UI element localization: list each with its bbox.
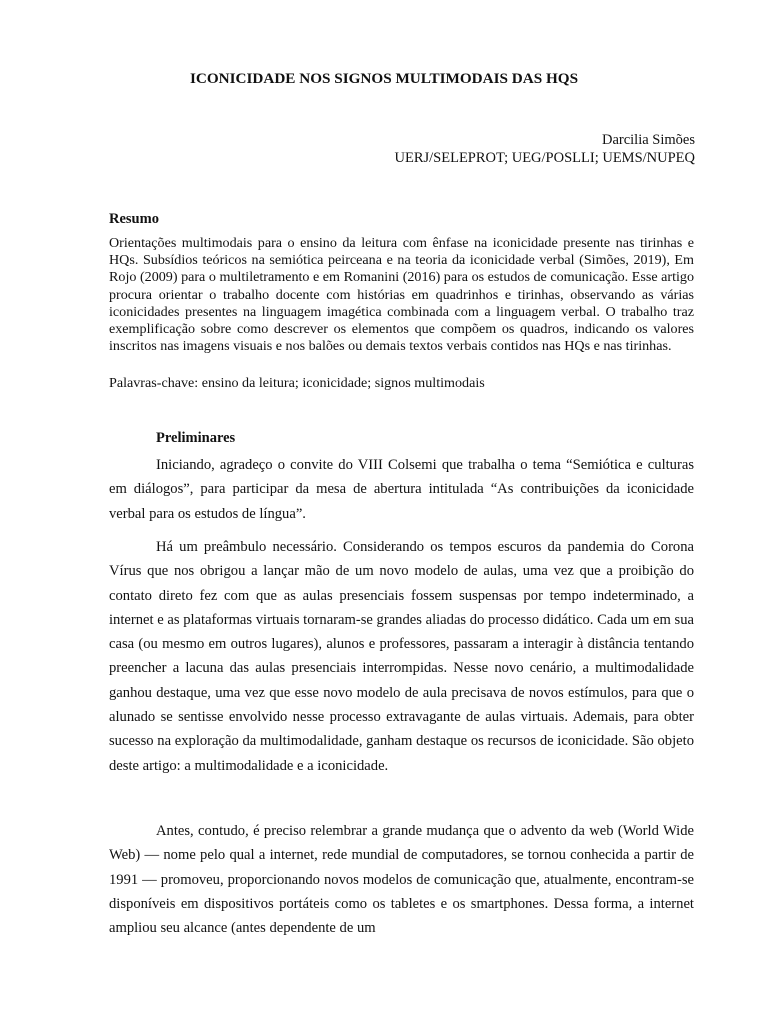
author-affiliation: UERJ/SELEPROT; UEG/POSLLI; UEMS/NUPEQ	[394, 150, 695, 166]
abstract-text: Orientações multimodais para o ensino da leitura com ênfase na iconicidade presente nas tirinhas e HQs. Subsídios teóricos na semiótica peirceana e na teoria da iconicidade verbal (Simões, 2019), Em Rojo (2009) para o multiletramento e em Romanini (2016) para os estudos de comunicação. Esse artigo procura orientar o trabalho docente com histórias em quadrinhos e tirinhas, observando as várias iconicidades presentes na linguagem imagética combinada com a linguagem verbal. O trabalho traz exemplificação sobre como descrever os elementos que compõem os quadros, indicando os valores inscritos nas imagens visuais e nos balões ou demais textos verbais contidos nas HQs e nas tirinhas.	[109, 235, 694, 355]
document-title: ICONICIDADE NOS SIGNOS MULTIMODAIS DAS HQS	[189, 70, 579, 87]
body-paragraph-text: Antes, contudo, é preciso relembrar a grande mudança que o advento da web (World Wide Web) — nome pelo qual a internet, rede mundial de computadores, se tornou conhecida a partir de 1991 — promoveu, proporcionando novos modelos de comunicação que, atualmente, encontram-se disponíveis em dispositivos portáteis como os tabletes e os smartphones. Dessa forma, a internet ampliou seu alcance (antes dependente de um	[109, 823, 694, 937]
section-heading: Preliminares	[156, 430, 236, 446]
body-paragraph-text: Há um preâmbulo necessário. Considerando os tempos escuros da pandemia do Corona Vírus que nos obrigou a lançar mão de um novo modelo de aulas, uma vez que a proibição do contato direto fez com que as aulas presenciais fossem suspensas por tempo indeterminado, a internet e as plataformas virtuais tornaram-se grandes aliadas do processo didático. Cada um em sua casa (ou mesmo em outros lugares), alunos e professores, passaram a interagir à distância tentando preencher a lacuna das aulas presenciais interrompidas. Nesse novo cenário, a multimodalidade ganhou destaque, uma vez que esse novo modelo de aula precisava de novos estímulos, para que o alunado se sentisse envolvido nesse processo extravagante de aulas virtuais. Ademais, para obter sucesso na exploração da multimodalidade, ganham destaque os recursos de iconicidade. São objeto deste artigo: a multimodalidade e a iconicidade.	[109, 539, 694, 774]
body-paragraph	[109, 453, 694, 526]
body-paragraph	[109, 535, 694, 778]
body-paragraph-text: Iniciando, agradeço o convite do VIII Colsemi que trabalha o tema “Semiótica e culturas em diálogos”, para participar da mesa de abertura intitulada “As contribuições da iconicidade verbal para os estudos de língua”.	[109, 457, 694, 522]
body-paragraph	[109, 819, 694, 940]
author-name: Darcilia Simões	[601, 132, 695, 148]
keywords-line: Palavras-chave: ensino da leitura; iconicidade; signos multimodais	[109, 375, 485, 391]
author-block	[395, 131, 696, 167]
abstract-heading: Resumo	[109, 211, 159, 227]
